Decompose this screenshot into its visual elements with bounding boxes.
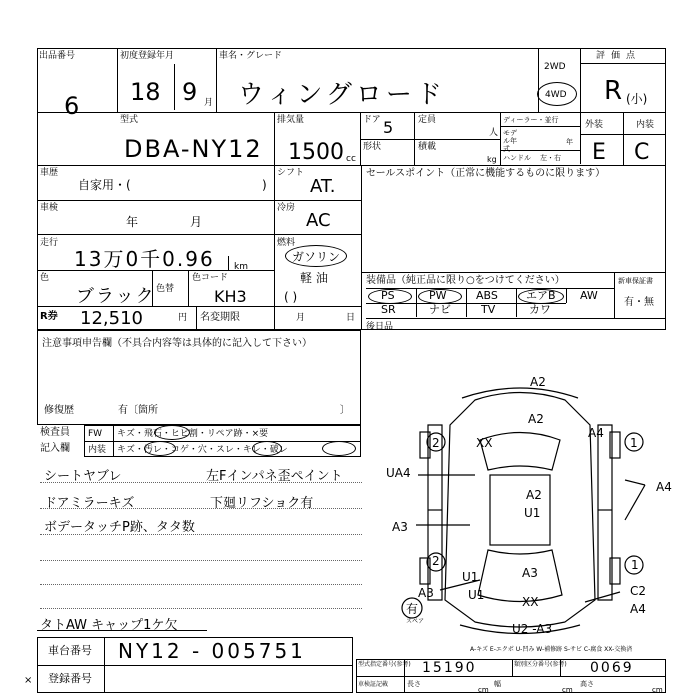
diagram-label-u1-rear-b: U1 (468, 588, 485, 602)
height-unit: cm (652, 686, 663, 694)
door-label: ドア (363, 115, 381, 125)
repair-value: 有〔箇所 (118, 405, 158, 416)
diagram-label-xx-rear: XX (522, 595, 539, 609)
mileage-unit: km (234, 262, 248, 272)
equipment-abs: ABS (476, 289, 498, 302)
chip-circle (154, 425, 190, 440)
inspection-label: 車検 (40, 203, 59, 213)
handle-label: ハンドル (503, 154, 531, 162)
model-year-unit: 年 (566, 138, 573, 146)
pw-circle (418, 289, 462, 304)
category-label: 類別区分番号(参考) (514, 661, 567, 668)
diagram-label-u2-a3: U2 -A3 (512, 622, 553, 636)
height-label: 高さ (580, 680, 594, 688)
exterior-defect-items: キズ・飛石・ヒビ割・リペア跡・×要 (117, 429, 269, 439)
registration-label: 登録番号 (48, 672, 92, 685)
diagram-label-u1-rear-a: U1 (462, 570, 479, 584)
diagram-label-a2-roof: A2 (526, 488, 542, 502)
equipment-tv: TV (481, 303, 496, 316)
roof (490, 475, 550, 545)
equipment-airbag: エアB (526, 289, 556, 302)
fuel-label: 燃料 (277, 238, 296, 248)
history-label: 車歴 (40, 168, 59, 178)
equipment-ps: PS (381, 289, 395, 302)
exterior-label: 外装 (585, 120, 604, 130)
first-registration-label: 初度登録年月 (120, 51, 175, 61)
fuel-gas-circle (285, 245, 347, 267)
load-label: 積載 (418, 142, 437, 152)
equipment-leather: カワ (529, 303, 551, 316)
diagram-label-1-rear-right: 1 (631, 558, 639, 572)
title-period-label: 名変期限 (200, 312, 240, 323)
width-unit: cm (562, 686, 573, 694)
recycle-unit: 円 (178, 313, 188, 323)
title-day: 日 (346, 313, 356, 323)
mileage-value: 13万0千0.96 (74, 247, 215, 271)
load-unit: kg (487, 155, 497, 164)
shape-label: 形状 (363, 142, 382, 152)
dealer-label: ディーラー・並行 (503, 116, 559, 124)
shift-label: シフト (277, 168, 305, 178)
door-value: 5 (383, 118, 394, 137)
interior-value: C (634, 140, 650, 165)
diagram-label-a2-hood: A2 (528, 412, 544, 426)
model-year-label: モデル年式 (503, 129, 517, 153)
type-cert-value: 15190 (422, 660, 477, 676)
fuel-gas: ガソリン (292, 250, 341, 264)
color-label: 色 (40, 273, 50, 283)
chassis-label: 車台番号 (48, 644, 92, 657)
diagram-label-a3-rear: A3 (522, 566, 538, 580)
model-name-label: 車名・グレード (219, 51, 283, 61)
color-code-value: KH3 (214, 287, 247, 306)
remark-door-mirror: ドアミラーキズ (44, 496, 135, 511)
notes-label: 注意事項申告欄（不具合内容等は具体的に記入して下さい） (42, 338, 312, 349)
airbag-circle (518, 289, 564, 304)
first-registration-year: 18 (130, 78, 161, 106)
remark-aw-cap: タトAW キャップ1ケ欠 (40, 618, 178, 633)
warranty-label: 新車保証書 (618, 277, 653, 285)
tear-circle (322, 441, 356, 456)
sales-point-label: セールスポイント（正常に機能するものに限ります） (366, 168, 606, 179)
remark-body-touch: ボデータッチP跡、タタ数 (44, 520, 195, 535)
remark-seat-tear: シートヤブレ (44, 469, 122, 484)
equipment-navi: ナビ (429, 303, 451, 316)
color-code-label: 色コード (192, 273, 229, 283)
fuel-diesel: 軽 油 (300, 271, 328, 285)
model-name: ウィングロード (238, 80, 446, 110)
rear-window (478, 550, 562, 602)
diagram-label-ua4: UA4 (386, 466, 411, 480)
width-label: 幅 (494, 680, 501, 688)
cooling-label: 冷房 (277, 203, 296, 213)
diagram-label-a4-right: A4 (656, 480, 672, 494)
x-mark: × (24, 675, 33, 686)
equipment-aw: AW (580, 289, 598, 302)
drive-2wd: 2WD (544, 62, 566, 72)
ps-circle (368, 289, 412, 304)
fw-label: FW (88, 429, 103, 439)
diagram-label-a3-rear-left: A3 (418, 586, 434, 600)
diagram-label-spare-yes: 有 (406, 602, 419, 616)
fuel-paren: ( ) (284, 290, 298, 304)
displacement-label: 排気量 (277, 115, 305, 125)
rating-label: 評価点 (596, 51, 642, 61)
spare-label: スペア (406, 618, 425, 625)
mileage-label: 走行 (40, 238, 59, 248)
drive-4wd-circle (537, 82, 577, 106)
diagram-label-a4-rear: A4 (630, 602, 646, 616)
diagram-legend: A-キズ E-エクボ U-凹み W-補修跡 S-サビ C-腐食 XX-交換済 (470, 646, 633, 653)
type-cert-label: 型式指定番号(参考) (358, 661, 411, 668)
equipment-pw: PW (429, 289, 447, 302)
diagram-label-1-front-right: 1 (630, 436, 638, 450)
length-label: 長さ (407, 680, 421, 688)
type-label: 型式 (120, 115, 139, 125)
entry-label: 記入欄 (40, 443, 70, 454)
color-value: ブラック (76, 286, 156, 307)
recycle-value: 12,510 (80, 308, 143, 329)
first-registration-month: 9 (182, 78, 198, 106)
rating-note: (小) (626, 92, 648, 106)
scuff-circle (252, 441, 282, 456)
displacement-value: 1500 (288, 140, 344, 165)
length-unit: cm (478, 686, 489, 694)
equipment-grid (366, 289, 614, 317)
diagram-label-u1-roof: U1 (524, 506, 541, 520)
warranty-value: 有・無 (624, 297, 654, 308)
diagram-label-xx-front: XX (476, 436, 493, 450)
lot-number: 6 (64, 92, 80, 120)
interior-label-small: 内装 (88, 445, 107, 455)
type-value: DBA-NY12 (124, 135, 263, 163)
shift-value: AT. (310, 176, 336, 197)
diagram-label-2-front-left: 2 (432, 436, 440, 450)
capacity-unit: 人 (489, 128, 499, 138)
stain-circle (144, 441, 176, 456)
title-month: 月 (296, 313, 306, 323)
remark-dash-paint: 左Fインパネ歪ペイント (206, 469, 343, 484)
diagram-label-a2-top: A2 (530, 375, 546, 389)
cc-unit: cc (346, 154, 356, 164)
capacity-label: 定員 (418, 115, 437, 125)
after-day-label: 後日品 (366, 322, 394, 332)
interior-label: 内装 (636, 120, 655, 130)
lot-number-label: 出品番号 (39, 51, 76, 61)
repair-close: 〕 (340, 405, 350, 416)
diagram-label-a3-left: A3 (392, 520, 408, 534)
color-change-label: 色替 (156, 284, 175, 294)
interior-defect-items: キズ・汚レ・コゲ・穴・スレ・キレ・破レ (117, 445, 288, 455)
remark-undercarriage: 下廻リフショク有 (210, 496, 314, 511)
drive-4wd: 4WD (545, 90, 567, 100)
inspection-year: 年 (126, 215, 139, 229)
equipment-label: 装備品（純正品に限り○をつけてください） (366, 275, 565, 286)
month-unit: 月 (204, 98, 214, 108)
handle-value: 左・右 (540, 154, 561, 162)
inspector-label: 検査員 (40, 427, 70, 438)
cooling-value: AC (306, 210, 331, 231)
equipment-sr: SR (381, 303, 396, 316)
diagram-label-a4-fender: A4 (588, 426, 604, 440)
diagram-label-2-rear-left: 2 (432, 554, 440, 568)
recycle-label: R券 (40, 311, 58, 322)
history-value: 自家用・( (78, 178, 131, 192)
rating-value: R (604, 76, 623, 106)
chassis-value: NY12 - 005751 (118, 639, 306, 663)
history-close: ) (262, 178, 267, 192)
exterior-value: E (592, 140, 606, 165)
inspection-month: 月 (190, 215, 203, 229)
repair-label: 修復歴 (44, 405, 74, 416)
diagram-label-c2: C2 (630, 584, 647, 598)
dims-label: 車検証記載 (358, 681, 389, 688)
category-value: 0069 (590, 660, 634, 676)
